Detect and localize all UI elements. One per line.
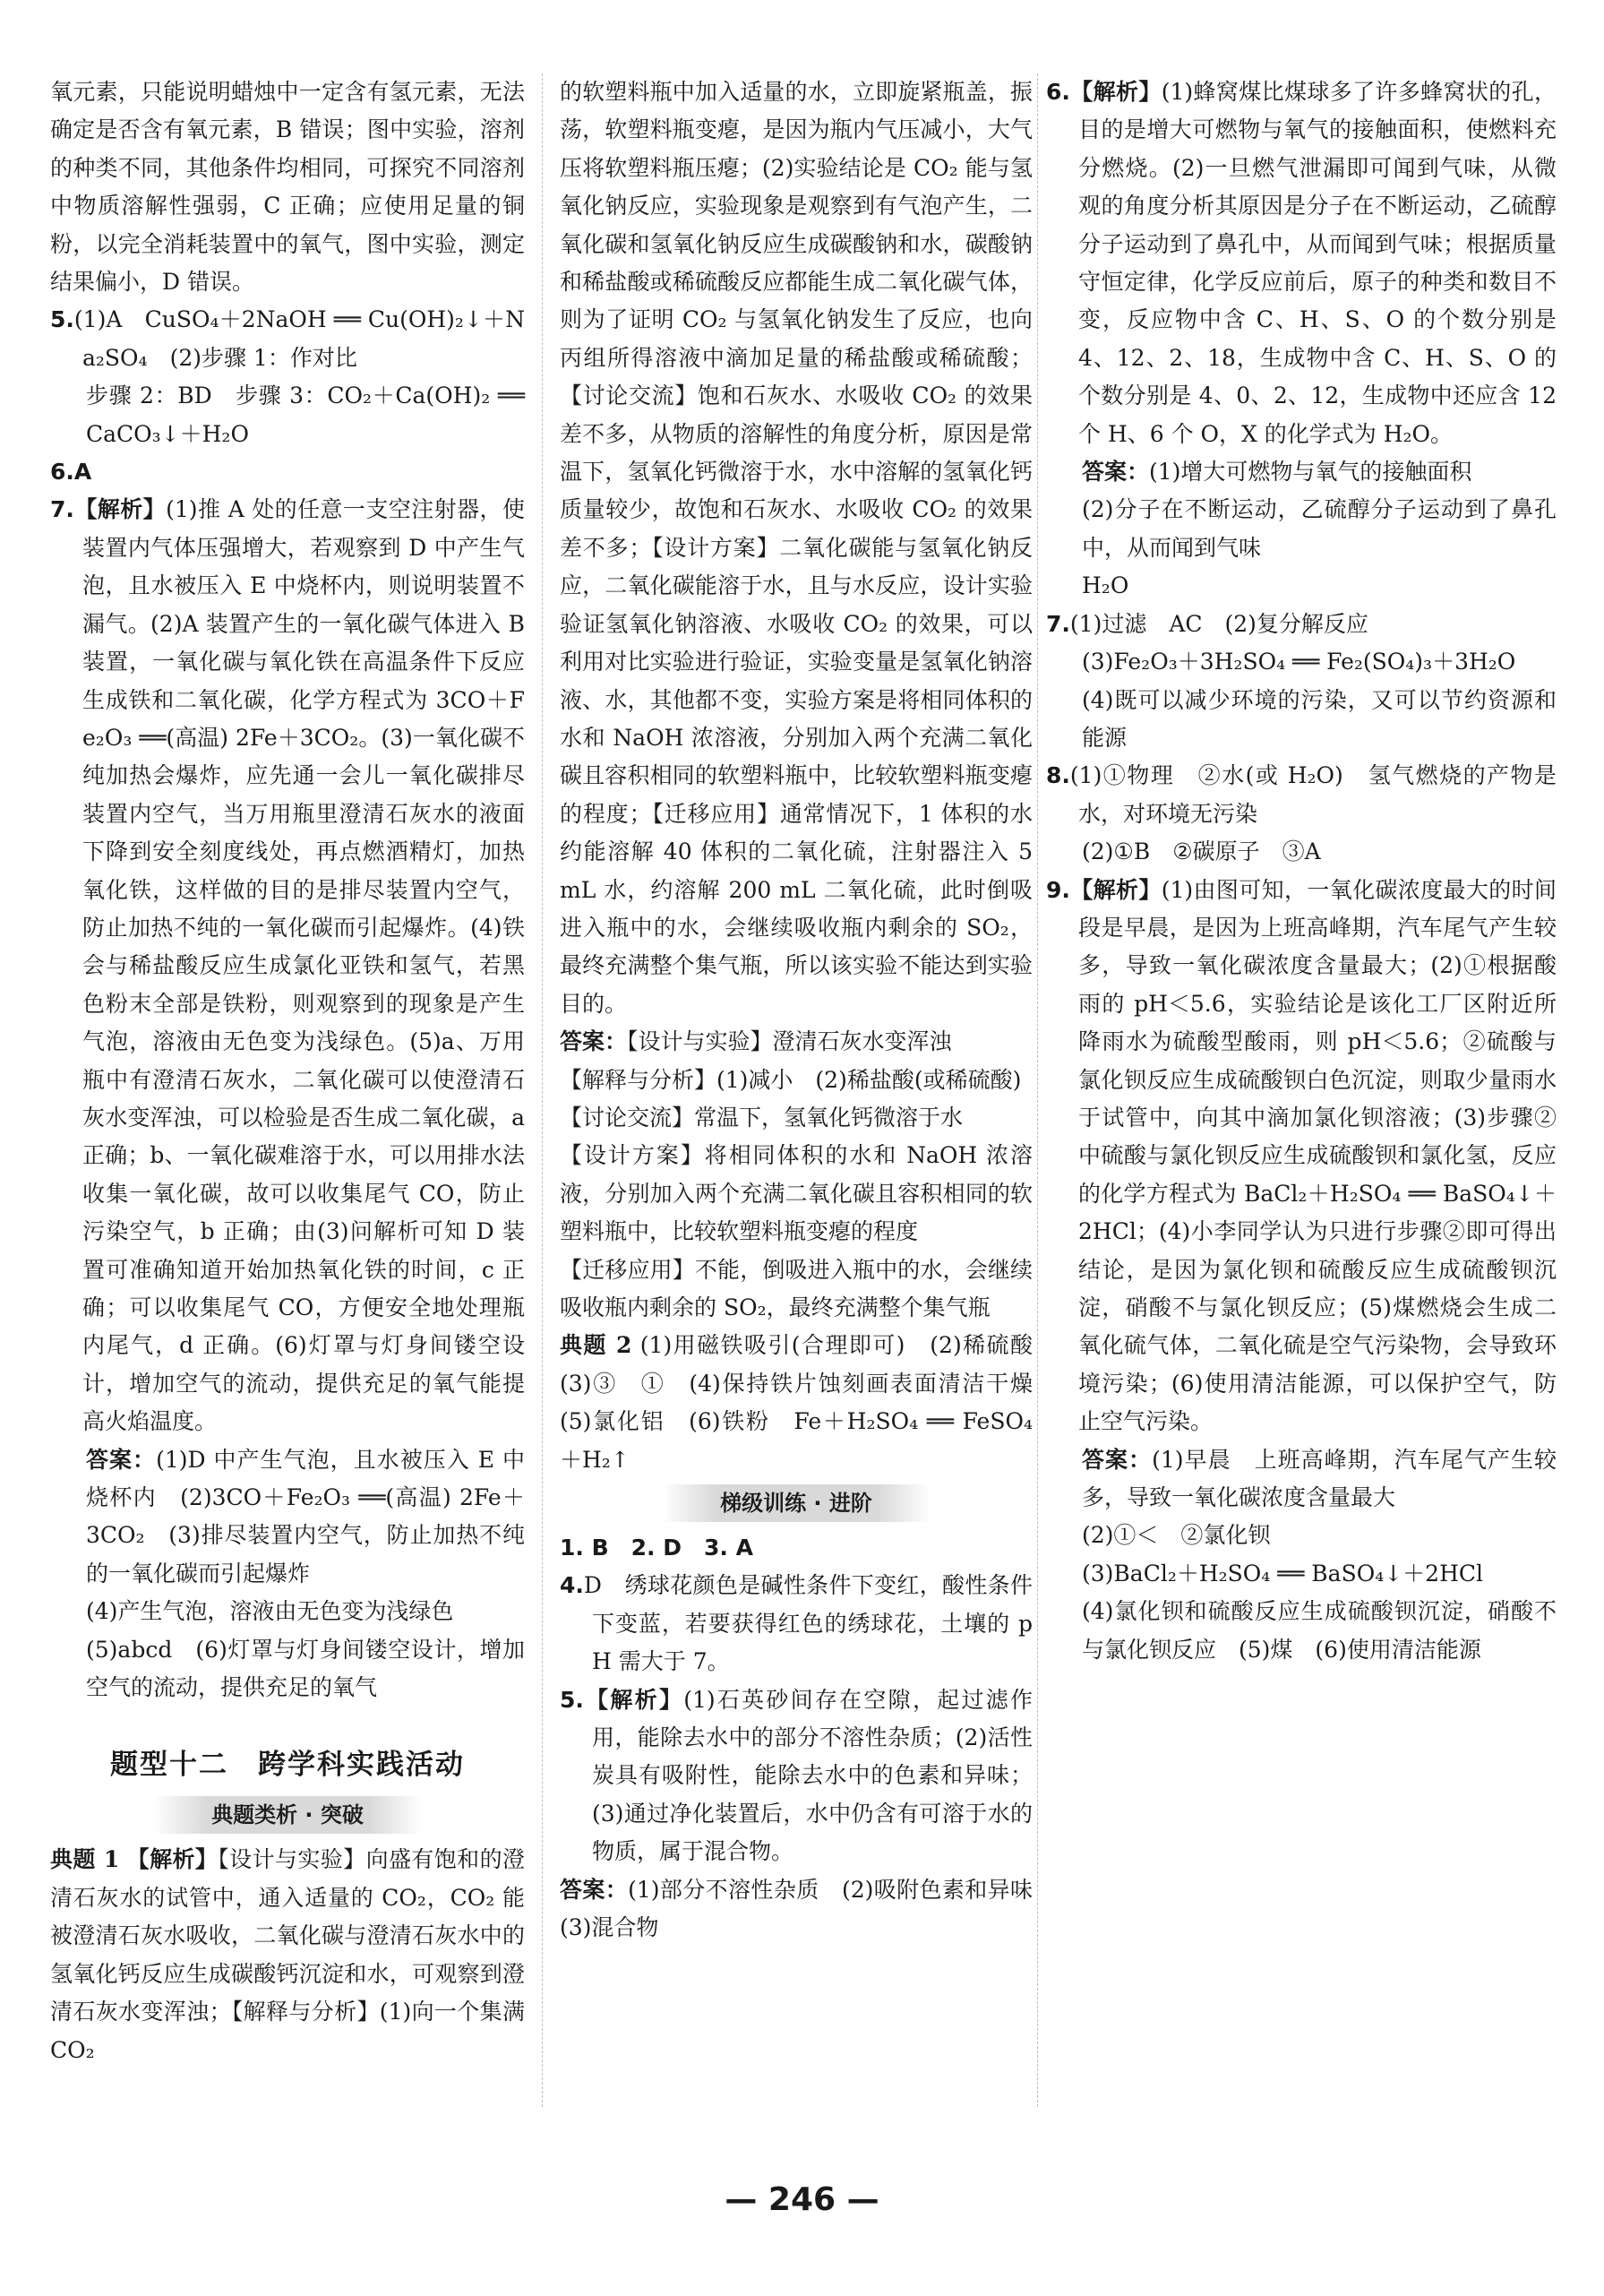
answer-text: (1)A CuSO₄＋2NaOH ══ Cu(OH)₂↓＋Na₂SO₄ (2)步骤 1：作对比 [73, 306, 525, 371]
middle-column [560, 73, 1056, 1948]
answer-tag: 答案： [1082, 459, 1150, 486]
answer-block [560, 1871, 1056, 1948]
section-title: 题型十二 跨学科实践活动 [110, 1749, 465, 1782]
answer-list: 1. B 2. D 3. A [560, 1535, 753, 1561]
answer-item-6 [50, 453, 525, 491]
answer-text: (3)Fe₂O₃＋3H₂SO₄ ══ Fe₂(SO₄)₃＋3H₂O [1082, 649, 1516, 675]
analysis-tag: 【解析】 [126, 1846, 219, 1873]
example-label: 典题 1 [50, 1846, 120, 1873]
analysis-text: (1)蜂窝煤比煤球多了许多蜂窝状的孔，目的是增大可燃物与氧气的接触面积，使燃料充分燃烧。(2)一旦燃气泄漏即可闻到气味，从微观的角度分析其原因是分子在不断运动，乙硫醇分子运动到了鼻孔中，从而闻到气味；根据质量守恒定律，化学反应前后，原子的种类和数目不变，反应物中含 C、H、S、O 的个数分别是 4、12、2、18，生成物中含 C、H、S、O 的个数分别是 4、0、2、12，生成物中还应含 12 个 H、6 个 O，X 的化学式为 H₂O。 [1078, 79, 1557, 447]
answer-item-7 [50, 491, 525, 1440]
answer-tag: 答案： [86, 1446, 157, 1473]
answer-text: 【设计方案】将相同体积的水和 NaOH 浓溶液，分别加入两个充满二氧化碳且容积相同的软塑料瓶中，比较软塑料瓶变瘪的程度 [560, 1142, 1033, 1245]
analysis-tag: 【解析】 [583, 1686, 684, 1713]
question-number: 6. [50, 459, 74, 486]
answer-text: (1)早晨 上班高峰期，汽车尾气产生较多，导致一氧化碳浓度含量最大 [1082, 1446, 1557, 1511]
column-divider-1 [542, 73, 543, 2107]
answer-block [50, 1441, 525, 1594]
example-2 [560, 1327, 1056, 1479]
section-banner: 典题类析 · 突破 [153, 1796, 422, 1834]
answer-item-5 [50, 301, 525, 377]
answer-text: (4)既可以减少环境的污染，又可以节约资源和能源 [1082, 686, 1557, 751]
answer-text: 【解释与分析】(1)减小 (2)稀盐酸(或稀硫酸) [560, 1066, 1022, 1093]
question-number: 9. [1046, 876, 1070, 903]
analysis-text: (1)推 A 处的任意一支空注射器，使装置内气体压强增大，若观察到 D 中产生气泡，且水被压入 E 中烧杯内，则说明装置不漏气。(2)A 装置产生的一氧化碳气体进入 B 装置，一氧化碳与氧化铁在高温条件下反应生成铁和二氧化碳，化学方程式为 3CO＋Fe₂O₃ ══(高温) 2Fe＋3CO₂。(3)一氧化碳不纯加热会爆炸，应先通一会儿一氧化碳排尽装置内空气，当万用瓶里澄清石灰水的液面下降到安全刻度线处，再点燃酒精灯，加热氧化铁，这样做的目的是排尽装置内空气，防止加热不纯的一氧化碳而引起爆炸。(4)铁会与稀盐酸反应生成氯化亚铁和氢气，若黑色粉末全部是铁粉，则观察到的现象是产生气泡，溶液由无色变为浅绿色。(5)a、万用瓶中有澄清石灰水，二氧化碳可以使澄清石灰水变浑浊，可以检验是否生成二氧化碳，a 正确；b、一氧化碳难溶于水，可以用排水法收集一氧化碳，故可以收集尾气 CO，防止污染空气，b 正确；由(3)问解析可知 D 装置可准确知道开始加热氧化铁的时间，c 正确；可以收集尾气 CO，方便安全地处理瓶内尾气，d 正确。(6)灯罩与灯身间镂空设计，增加空气的流动，提供充足的氧气能提高火焰温度。 [82, 496, 525, 1435]
answer-tag: 答案： [560, 1876, 629, 1903]
example-label: 典题 2 [560, 1332, 632, 1359]
question-number: 4. [560, 1572, 584, 1599]
question-number: 7. [50, 496, 74, 523]
answer-item-8 [1046, 757, 1557, 833]
answer-tag: 答案： [1082, 1446, 1153, 1473]
paragraph: 氧元素，只能说明蜡烛中一定含有氢元素，无法确定是否含有氧元素，B 错误；图中实验，溶剂的种类不同，其他条件均相同，可探究不同溶剂中物质溶解性强弱，C 正确；应使用足量的铜粉，以完全消耗装置中的氧气，图中实验，测定结果偏小，D 错误。 [50, 79, 525, 296]
answer-item-6 [1046, 73, 1557, 453]
answer-text: (1)过滤 AC (2)复分解反应 [1069, 610, 1368, 637]
answer-text: (1)①物理 ②水(或 H₂O) 氢气燃烧的产物是水，对环境无污染 [1069, 762, 1557, 827]
analysis-tag: 【解析】 [73, 496, 167, 523]
answer-item-9 [1046, 872, 1557, 1441]
answer-text: (5)abcd (6)灯罩与灯身间镂空设计，增加空气的流动，提供充足的氧气 [86, 1636, 525, 1701]
left-column [50, 73, 525, 2069]
answer-item-5 [560, 1681, 1033, 1871]
answer-text: 【讨论交流】常温下，氢氧化钙微溶于水 [560, 1104, 964, 1131]
question-number: 8. [1046, 762, 1070, 789]
question-number: 7. [1046, 610, 1070, 637]
column-divider-2 [1037, 73, 1038, 2107]
answer-text: (4)产生气泡，溶液由无色变为浅绿色 [86, 1598, 454, 1625]
answer-block [1046, 453, 1557, 491]
answer-text: 步骤 2：BD 步骤 3：CO₂＋Ca(OH)₂ ══ CaCO₃↓＋H₂O [86, 383, 525, 447]
analysis-text: 【设计与实验】向盛有饱和的澄清石灰水的试管中，通入适量的 CO₂，CO₂ 能被澄清石灰水吸收，二氧化碳与澄清石灰水中的氢氧化钙反应生成碳酸钙沉淀和水，可观察到澄清石灰水变浑浊；【解释与分析】(1)向一个集满 CO₂ [50, 1846, 525, 2063]
answer-text: A [73, 459, 92, 486]
analysis-tag: 【解析】 [1069, 79, 1162, 105]
answer-text: H₂O [1082, 572, 1129, 599]
section-banner: 梯级训练 · 进阶 [662, 1484, 931, 1522]
analysis-tag: 【解析】 [1069, 876, 1162, 903]
question-number: 6. [1046, 79, 1070, 105]
analysis-text: (1)石英砂间存在空隙，起过滤作用，能除去水中的部分不溶性杂质；(2)活性炭具有吸附性，能除去水中的色素和异味；(3)通过净化装置后，水中仍含有可溶于水的物质，属于混合物。 [592, 1686, 1033, 1865]
answer-text: (1)D 中产生气泡，且水被压入 E 中烧杯内 (2)3CO＋Fe₂O₃ ══(高温) 2Fe＋3CO₂ (3)排尽装置内空气，防止加热不纯的一氧化碳而引起爆炸 [86, 1446, 525, 1587]
answer-text: D 绣球花颜色是碱性条件下变红，酸性条件下变蓝，若要获得红色的绣球花，土壤的 pH 需大于 7。 [583, 1572, 1033, 1675]
answer-text: 【迁移应用】不能，倒吸进入瓶中的水，会继续吸收瓶内剩余的 SO₂，最终充满整个集气瓶 [560, 1256, 1033, 1320]
page-number: — 246 — [725, 2181, 879, 2218]
answer-text: (2)①B ②碳原子 ③A [1082, 838, 1321, 865]
answer-tag: 答案： [560, 1028, 628, 1055]
answer-text: (2)①＜ ②氯化钡 [1082, 1522, 1271, 1549]
answer-item-4 [560, 1567, 1033, 1681]
answer-text: (1)用磁铁吸引(合理即可) (2)稀硫酸 (3)③ ① (4)保持铁片蚀刻画表面清洁干燥 (5)氯化铝 (6)铁粉 Fe＋H₂SO₄ ══ FeSO₄＋H₂↑ [560, 1332, 1056, 1473]
answer-text: (3)BaCl₂＋H₂SO₄ ══ BaSO₄↓＋2HCl [1082, 1560, 1483, 1587]
right-column [1046, 73, 1557, 1669]
answer-block [1046, 1441, 1557, 1518]
answer-text: 【设计与实验】澄清石灰水变浑浊 [627, 1028, 952, 1055]
answer-text: (1)部分不溶性杂质 (2)吸附色素和异味 (3)混合物 [560, 1876, 1056, 1941]
answer-text: (4)氯化钡和硫酸反应生成硫酸钡沉淀，硝酸不与氯化钡反应 (5)煤 (6)使用清洁能源 [1082, 1598, 1557, 1663]
analysis-text: (1)由图可知，一氧化碳浓度最大的时间段是早晨，是因为上班高峰期，汽车尾气产生较多，导致一氧化碳浓度含量最大；(2)①根据酸雨的 pH＜5.6，实验结论是该化工厂区附近所降雨水为硫酸型酸雨，则 pH＜5.6；②硫酸与氯化钡反应生成硫酸钡白色沉淀，则取少量雨水于试管中，向其中滴加氯化钡溶液；(3)步骤②中硫酸与氯化钡反应生成硫酸钡和氯化氢，反应的化学方程式为 BaCl₂＋H₂SO₄ ══ BaSO₄↓＋2HCl；(4)小李同学认为只进行步骤②即可得出结论，是因为氯化钡和硫酸反应生成硫酸钡沉淀，硝酸不与氯化钡反应；(5)煤燃烧会生成二氧化硫气体，二氧化硫是空气污染物，会导致环境污染；(6)使用清洁能源，可以保护空气，防止空气污染。 [1078, 876, 1557, 1435]
paragraph: 的软塑料瓶中加入适量的水，立即旋紧瓶盖，振荡，软塑料瓶变瘪，是因为瓶内气压减小，大气压将软塑料瓶压瘪；(2)实验结论是 CO₂ 能与氢氧化钠反应，实验现象是观察到有气泡产生，二氧化碳和氢氧化钠反应生成碳酸钠和水，碳酸钠和稀盐酸或稀硫酸反应都能生成二氧化碳气体，则为了证明 CO₂ 与氢氧化钠发生了反应，也向丙组所得溶液中滴加足量的稀盐酸或稀硫酸；【讨论交流】饱和石灰水、水吸收 CO₂ 的效果差不多，从物质的溶解性的角度分析，原因是常温下，氢氧化钙微溶于水，水中溶解的氢氧化钙质量较少，故饱和石灰水、水吸收 CO₂ 的效果差不多；【设计方案】二氧化碳能与氢氧化钠反应，二氧化碳能溶于水，且与水反应，设计实验验证氢氧化钠溶液、水吸收 CO₂ 的效果，可以利用对比实验进行验证，实验变量是氢氧化钠溶液、水，其他都不变，实验方案是将相同体积的水和 NaOH 浓溶液，分别加入两个充满二氧化碳且容积相同的软塑料瓶中，比较软塑料瓶变瘪的程度；【迁移应用】通常情况下，1 体积的水约能溶解 40 体积的二氧化硫，注射器注入 5 mL 水，约溶解 200 mL 二氧化硫，此时倒吸进入瓶中的水，会继续吸收瓶内剩余的 SO₂，最终充满整个集气瓶，所以该实验不能达到实验目的。 [560, 79, 1033, 1017]
answer-block [560, 1023, 1033, 1061]
question-number: 5. [50, 306, 74, 333]
example-1 [50, 1841, 525, 2068]
question-number: 5. [560, 1686, 584, 1713]
answer-text: (2)分子在不断运动，乙硫醇分子运动到了鼻孔中，从而闻到气味 [1082, 496, 1557, 561]
answer-item-7 [1046, 606, 1557, 643]
answer-text: (1)增大可燃物与氧气的接触面积 [1149, 459, 1472, 486]
